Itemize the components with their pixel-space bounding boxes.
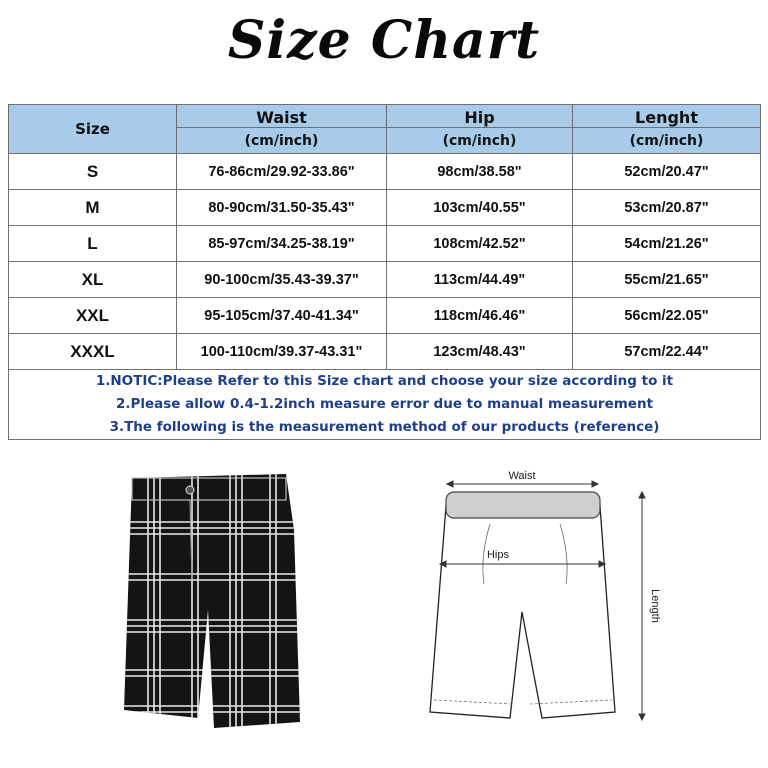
size-cell: XXL	[9, 298, 177, 334]
length-label: Length	[649, 589, 661, 623]
size-cell: XXXL	[9, 334, 177, 370]
length-column-header: Lenght	[573, 105, 761, 128]
size-column-header: Size	[9, 105, 177, 154]
waist-cell: 85-97cm/34.25-38.19"	[177, 226, 387, 262]
waist-cell: 95-105cm/37.40-41.34"	[177, 298, 387, 334]
table-row	[9, 334, 761, 370]
header-row	[9, 105, 761, 128]
hips-label: Hips	[486, 549, 510, 561]
hip-cell: 108cm/42.52"	[387, 226, 573, 262]
size-cell: M	[9, 190, 177, 226]
note-line: 1.NOTIC:Please Refer to this Size chart and choose your size according to it	[95, 373, 674, 389]
hip-cell: 103cm/40.55"	[387, 190, 573, 226]
note-line: 2.Please allow 0.4-1.2inch measure error due to manual measurement	[115, 396, 654, 412]
note-line: 3.The following is the measurement method of our products (reference)	[109, 419, 660, 435]
length-cell: 52cm/20.47"	[573, 154, 761, 190]
hip-cell: 98cm/38.58"	[387, 154, 573, 190]
length-unit-label: (cm/inch)	[573, 128, 761, 154]
hip-column-header: Hip	[387, 105, 573, 128]
length-cell: 54cm/21.26"	[573, 226, 761, 262]
length-cell: 57cm/22.44"	[573, 334, 761, 370]
table-row	[9, 154, 761, 190]
length-arrow	[639, 492, 645, 720]
length-cell: 56cm/22.05"	[573, 298, 761, 334]
hip-cell: 118cm/46.46"	[387, 298, 573, 334]
shorts-outline	[430, 506, 615, 718]
plaid-shorts	[118, 470, 318, 750]
waist-label: Waist	[508, 470, 536, 482]
hip-unit-label: (cm/inch)	[387, 128, 573, 154]
notes-cell	[9, 370, 761, 440]
waistband	[446, 492, 600, 518]
waist-cell: 100-110cm/39.37-43.31"	[177, 334, 387, 370]
hip-cell: 113cm/44.49"	[387, 262, 573, 298]
product-photo	[118, 470, 318, 750]
waist-unit-label: (cm/inch)	[177, 128, 387, 154]
table-row	[9, 298, 761, 334]
size-cell: L	[9, 226, 177, 262]
table-row	[9, 262, 761, 298]
size-table	[8, 104, 761, 440]
waist-cell: 80-90cm/31.50-35.43"	[177, 190, 387, 226]
length-cell: 53cm/20.87"	[573, 190, 761, 226]
size-cell: S	[9, 154, 177, 190]
hip-cell: 123cm/48.43"	[387, 334, 573, 370]
waist-cell: 76-86cm/29.92-33.86"	[177, 154, 387, 190]
notes-row	[9, 370, 761, 440]
measurement-diagram	[410, 462, 680, 762]
size-cell: XL	[9, 262, 177, 298]
waist-column-header: Waist	[177, 105, 387, 128]
waist-cell: 90-100cm/35.43-39.37"	[177, 262, 387, 298]
length-cell: 55cm/21.65"	[573, 262, 761, 298]
page-title: Size Chart	[227, 10, 541, 71]
table-row	[9, 226, 761, 262]
table-row	[9, 190, 761, 226]
